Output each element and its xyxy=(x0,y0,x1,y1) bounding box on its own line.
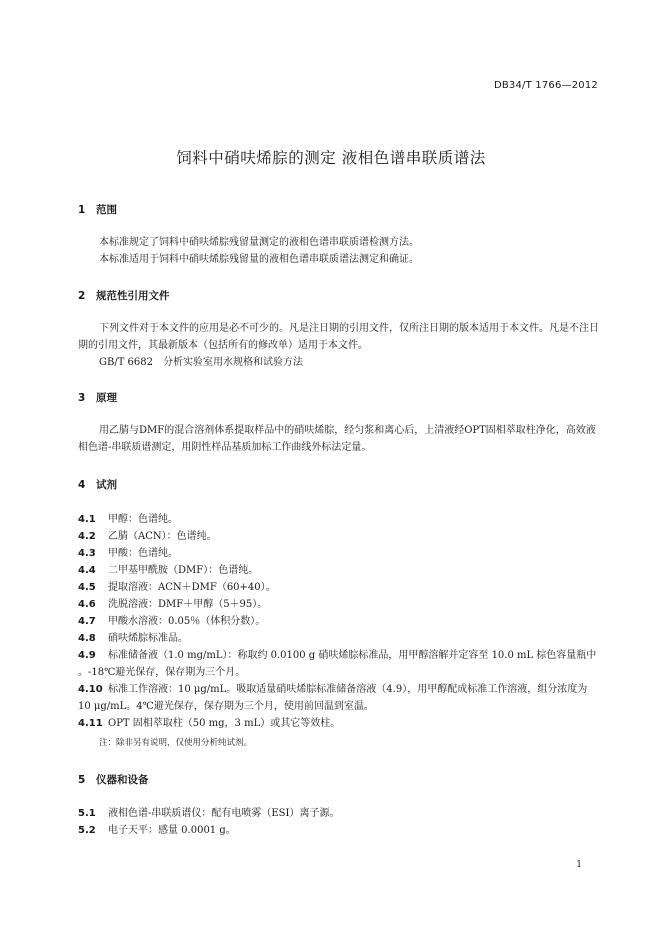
item-text: 提取溶液：ACN＋DMF（60+40）。 xyxy=(108,582,276,593)
normative-reference: GB/T 6682 分析实验室用水规格和试验方法 xyxy=(99,357,304,368)
item-text: 硝呋烯腙标准品。 xyxy=(108,633,188,644)
item-text: 乙腈（ACN）：色谱纯。 xyxy=(108,531,217,542)
item-number: 4.8 xyxy=(78,633,96,644)
reagent-item xyxy=(78,596,602,613)
reagent-item xyxy=(78,681,602,715)
item-text: 标准工作溶液：10 μg/mL。吸取适量硝呋烯腙标准储备溶液（4.9），用甲醇配成标准工作溶液，组分浓度为 10 μg/mL。4℃避光保存，保存期为三个月，使用前回温到室温。 xyxy=(78,684,588,712)
item-text: 洗脱溶液：DMF＋甲醇（5＋95）。 xyxy=(108,599,268,610)
equipment-item xyxy=(78,822,602,839)
item-text: 标准储备液（1.0 mg/mL）：称取约 0.0100 g 硝呋烯腙标准品，用甲醇溶解并定容至 10.0 mL 棕色容量瓶中 。-18℃避光保存，保存期为三个月。 xyxy=(78,650,597,678)
section-3-paragraph: 用乙腈与DMF的混合溶剂体系提取样品中的硝呋烯腙，经匀浆和离心后，上清液经OPT固相萃取柱净化，高效液相色谱-串联质谱测定，用阴性样品基质加标工作曲线外标法定量。 xyxy=(78,425,596,453)
section-title: 试剂 xyxy=(96,479,117,491)
document-title: 饲料中硝呋烯腙的测定 液相色谱串联质谱法 xyxy=(176,149,486,167)
section-number: 1 xyxy=(78,204,86,216)
section-1-heading xyxy=(78,202,117,217)
item-number: 5.1 xyxy=(78,808,96,819)
item-text: 甲酸水溶液：0.05％（体积分数）。 xyxy=(108,616,266,627)
section-1-paragraph-1: 本标准规定了饲料中硝呋烯腙残留量测定的液相色谱串联质谱检测方法。 xyxy=(99,237,419,248)
section-4-heading xyxy=(78,477,117,492)
section-title: 规范性引用文件 xyxy=(96,290,170,302)
section-number: 4 xyxy=(78,479,86,491)
section-1-paragraph-2: 本标准适用于饲料中硝呋烯腙残留量的液相色谱串联质谱法测定和确证。 xyxy=(99,254,419,265)
item-text: 二甲基甲酰胺（DMF）：色谱纯。 xyxy=(108,565,259,576)
item-number: 4.4 xyxy=(78,565,96,576)
reagent-item xyxy=(78,511,602,528)
item-number: 4.3 xyxy=(78,548,96,559)
section-number: 2 xyxy=(78,290,86,302)
item-number: 4.1 xyxy=(78,514,96,525)
reagent-note: 注：除非另有说明，仅使用分析纯试剂。 xyxy=(99,738,253,748)
section-title: 仪器和设备 xyxy=(96,774,149,786)
reagent-item xyxy=(78,528,602,545)
reagent-item xyxy=(78,630,602,647)
section-title: 范围 xyxy=(96,204,117,216)
section-title: 原理 xyxy=(96,392,117,404)
reagent-item xyxy=(78,579,602,596)
item-text: 甲酸：色谱纯。 xyxy=(108,548,178,559)
page-number: 1 xyxy=(576,860,582,870)
section-number: 3 xyxy=(78,392,86,404)
reagent-item xyxy=(78,562,602,579)
item-text: 电子天平：感量 0.0001 g。 xyxy=(108,825,236,836)
section-2-paragraph: 下列文件对于本文件的应用是必不可少的。凡是注日期的引用文件，仅所注日期的版本适用于本文件。凡是不注日期的引用文件，其最新版本（包括所有的修改单）适用于本文件。 xyxy=(78,323,599,351)
item-number: 5.2 xyxy=(78,825,96,836)
section-2-heading xyxy=(78,288,170,303)
reagent-item xyxy=(78,613,602,630)
item-number: 4.7 xyxy=(78,616,96,627)
section-5-heading xyxy=(78,772,149,787)
item-number: 4.10 xyxy=(78,684,103,695)
reagent-item xyxy=(78,715,602,732)
reagent-item xyxy=(78,647,602,681)
item-number: 4.2 xyxy=(78,531,96,542)
equipment-item xyxy=(78,805,602,822)
item-number: 4.5 xyxy=(78,582,96,593)
item-number: 4.9 xyxy=(78,650,96,661)
item-number: 4.6 xyxy=(78,599,96,610)
item-text: 甲醇：色谱纯。 xyxy=(108,514,178,525)
item-text: OPT 固相萃取柱（50 mg，3 mL）或其它等效柱。 xyxy=(108,718,341,729)
document-code: DB34/T 1766—2012 xyxy=(493,80,598,91)
reagent-item xyxy=(78,545,602,562)
section-number: 5 xyxy=(78,774,86,786)
item-number: 4.11 xyxy=(78,718,103,729)
item-text: 液相色谱-串联质谱仪：配有电喷雾（ESI）离子源。 xyxy=(108,808,340,819)
section-3-heading xyxy=(78,390,117,405)
